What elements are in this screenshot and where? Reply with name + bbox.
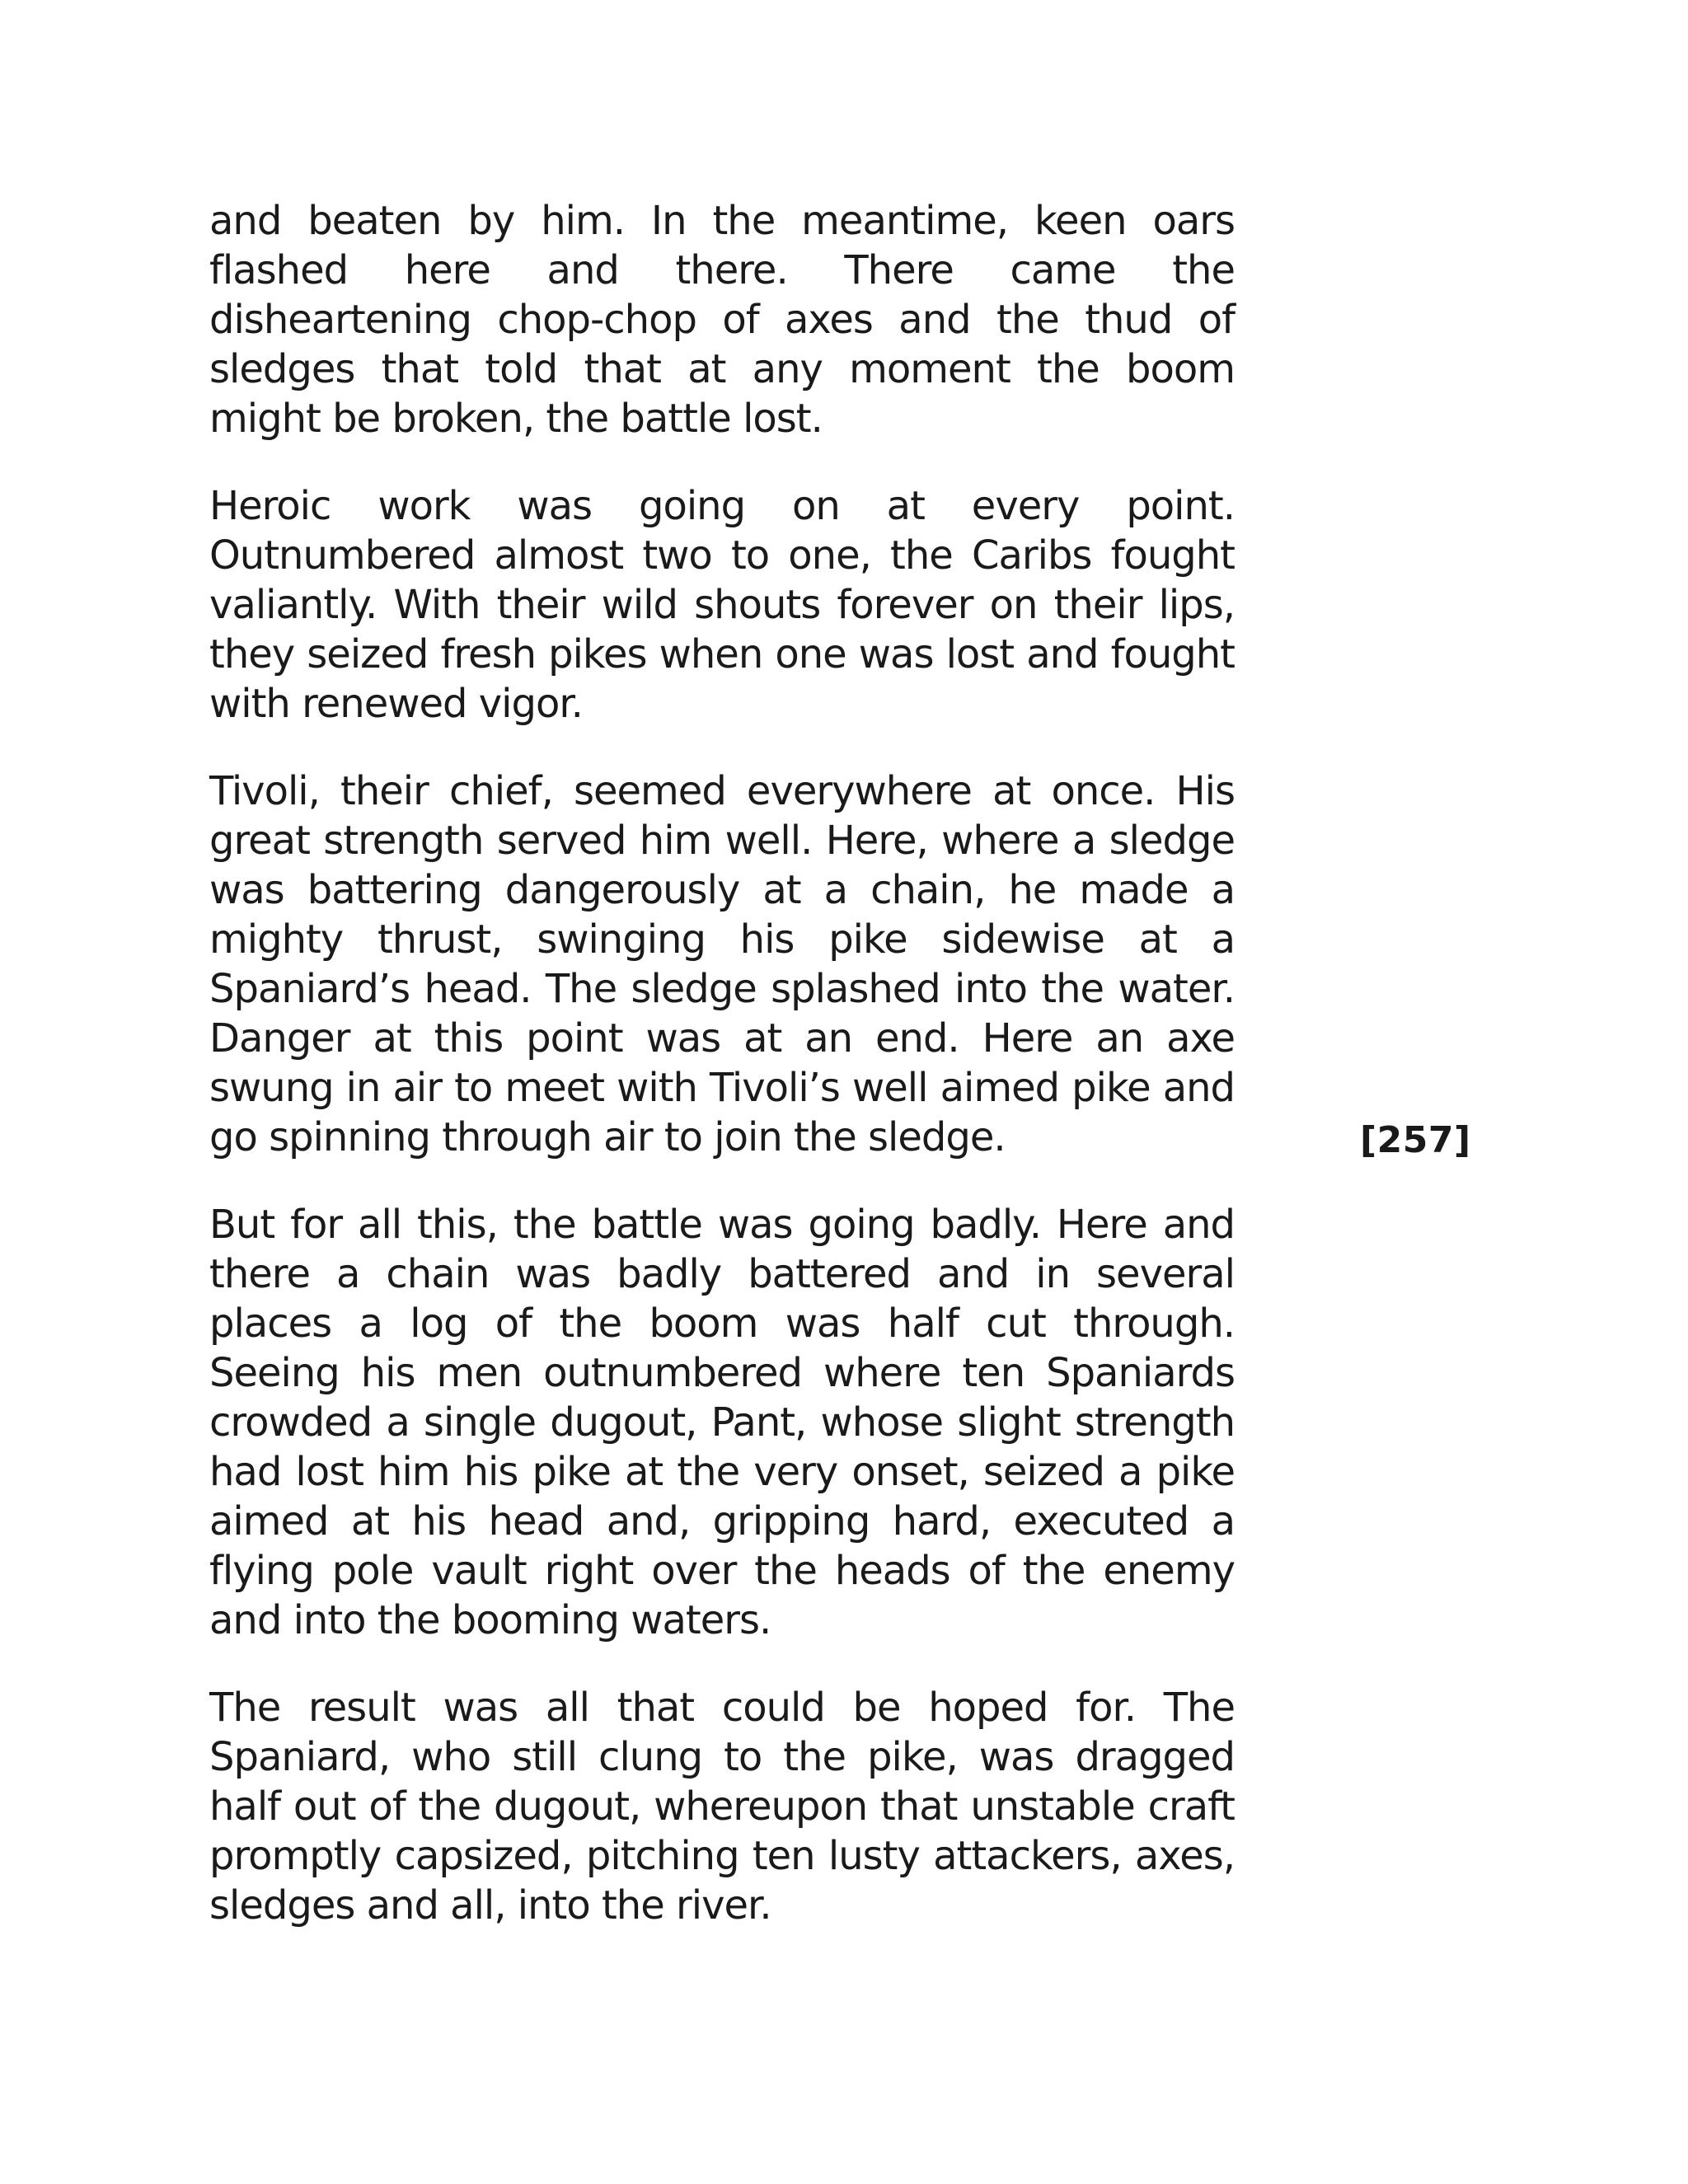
paragraph-1: and beaten by him. In the meantime, keen oars flashed here and there. There came the disheartening chop-chop of axes and the thud of sledges that told that at any moment the boom might be broken, the battle lost. xyxy=(209,198,1235,442)
paragraph-2: Heroic work was going on at every point. Outnumbered almost two to one, the Caribs fought valiantly. With their wild shouts forever on their lips, they seized fresh pikes when one was lost and fought with renewed vigor. xyxy=(209,483,1235,727)
page-number: [257] xyxy=(1360,1119,1471,1161)
paragraph-3: Tivoli, their chief, seemed everywhere at once. His great strength served him well. Here, where a sledge was battering dangerously at a chain, he made a mighty thrust, swinging his pike sidewise at a Spaniard’s head. The sledge splashed into the water. Danger at this point was at an end. Here an axe swung in air to meet with Tivoli’s well aimed pike and go spinning through air to join the sledge. xyxy=(209,768,1235,1160)
body-text xyxy=(209,196,1235,1968)
paragraph-4: But for all this, the battle was going badly. Here and there a chain was badly battered and in several places a log of the boom was half cut through. Seeing his men outnumbered where ten Spaniards crowded a single dugout, Pant, whose slight strength had lost him his pike at the very onset, seized a pike aimed at his head and, gripping hard, executed a flying pole vault right over the heads of the enemy and into the booming waters. xyxy=(209,1202,1235,1643)
paragraph-5: The result was all that could be hoped for. The Spaniard, who still clung to the pike, was dragged half out of the dugout, whereupon that unstable craft promptly capsized, pitching ten lusty attackers, axes, sledges and all, into the river. xyxy=(209,1685,1235,1929)
